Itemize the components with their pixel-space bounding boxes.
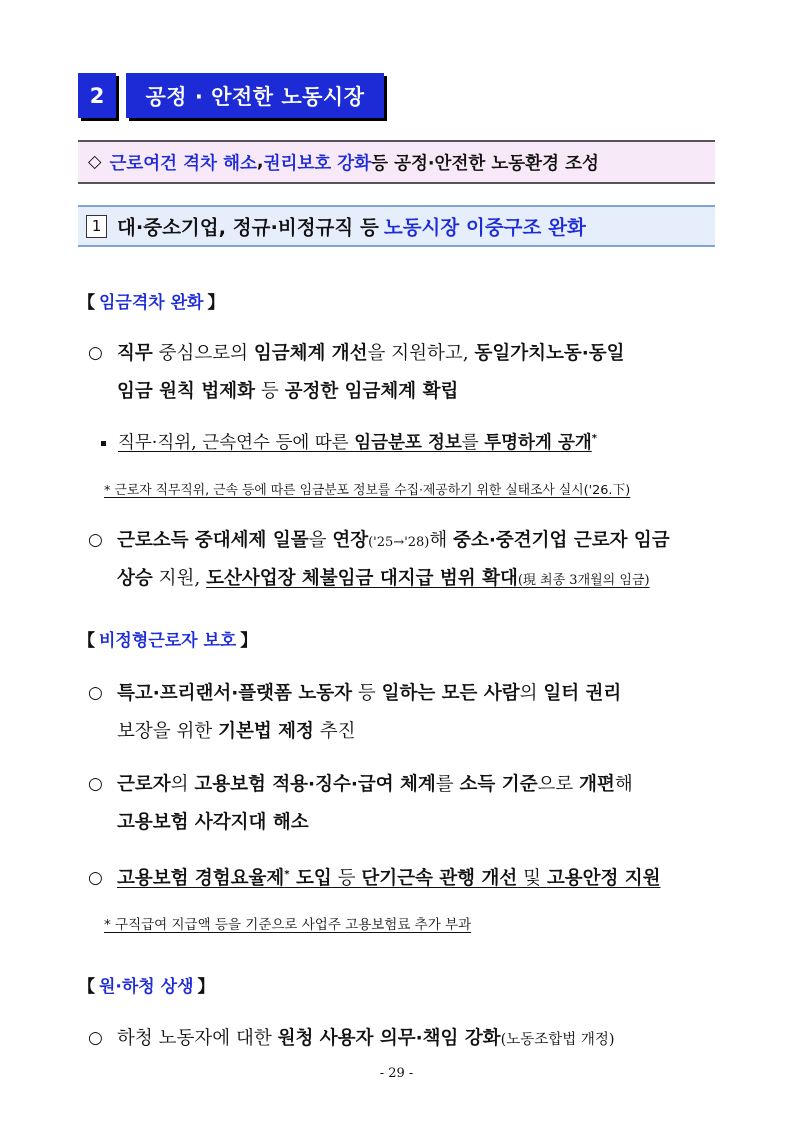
text: 하청 노동자에 대한 [117, 1028, 278, 1049]
paragraph-6 [117, 1024, 615, 1050]
text: 도산사업장 체불임금 대지급 범위 확대 [206, 568, 518, 589]
text: 해 [429, 530, 454, 551]
section-number: 2 [78, 73, 116, 118]
text: 을 지원하고, [367, 343, 475, 364]
text: 투명하게 공개 [484, 433, 592, 453]
paragraph-1-line-1 [117, 339, 625, 365]
text: 중소·중견기업 근로자 임금 [453, 530, 670, 551]
text: 공정한 임금체계 확립 [284, 381, 459, 402]
category-label: 원·하청 상생 [99, 977, 194, 997]
text: 을 [308, 530, 333, 551]
category-heading-nonstandard [78, 626, 257, 651]
text: 등 [331, 868, 362, 889]
paragraph-5 [117, 864, 661, 890]
text: 등 [351, 683, 382, 704]
bullet-circle-icon: ○ [88, 1028, 103, 1048]
text: 의 [170, 774, 195, 795]
text: 해 [614, 774, 633, 795]
bullet-circle-icon: ○ [88, 774, 103, 794]
text: 연장 [332, 530, 369, 551]
goal-sep: , [256, 152, 264, 172]
goal-highlight-2: 권리보호 강화 [263, 153, 372, 174]
text: 특고·프리랜서·플랫폼 노동자 [117, 683, 352, 704]
text: (現 최종 3개월의 임금) [517, 573, 650, 588]
text: 지원, [152, 568, 207, 589]
text: 임금 원칙 법제화 [117, 381, 255, 402]
bracket-close: 】 [197, 977, 215, 997]
text: 직무 [117, 343, 153, 364]
text: 를 [461, 433, 485, 453]
section-title: 공정 · 안전한 노동시장 [126, 73, 384, 118]
footnote-mark: * [284, 868, 290, 880]
paragraph-3-line-1 [117, 679, 621, 705]
text: 추진 [313, 721, 356, 742]
text: (노동조합법 개정) [500, 1032, 615, 1048]
paragraph-4-line-2 [117, 808, 309, 834]
paragraph-4-line-1 [117, 770, 633, 796]
text: 등 [254, 381, 285, 402]
paragraph-1-line-2 [117, 377, 458, 403]
subsection-number: 1 [86, 215, 107, 238]
text: 고용보험 사각지대 해소 [117, 812, 309, 833]
footnote-2: * 구직급여 지급액 등을 기준으로 사업주 고용보험료 추가 부과 [104, 917, 472, 933]
footnote-1: * 근로자 직무직위, 근속 등에 따른 임금분포 정보를 수집·제공하기 위한 실태조사 실시('26.下) [104, 483, 631, 498]
text: 보장을 위한 [117, 721, 219, 742]
paragraph-3-line-2 [117, 717, 356, 743]
paragraph-2-line-1 [117, 526, 670, 552]
bullet-circle-icon: ○ [88, 683, 103, 703]
goal-highlight-1: 근로여건 격차 해소 [109, 153, 257, 174]
category-label: 임금격차 완화 [99, 293, 204, 313]
bracket-close: 】 [240, 631, 258, 651]
category-label: 비정형근로자 보호 [99, 631, 237, 651]
text: 직무·직위, 근속연수 등에 따른 [118, 433, 355, 453]
bullet-circle-icon: ○ [88, 343, 103, 363]
text: 동일가치노동·동일 [474, 343, 625, 364]
bullet-circle-icon: ○ [88, 868, 103, 888]
paragraph-1-sub [101, 429, 597, 454]
text: 임금분포 정보 [354, 433, 462, 453]
text: 의 [519, 683, 544, 704]
text: 기본법 제정 [218, 721, 314, 742]
text: 소득 기준 [459, 774, 538, 795]
category-heading-wage [78, 288, 224, 313]
diamond-icon: ◇ [88, 152, 102, 172]
bracket-open: 【 [78, 293, 95, 313]
text: 고용보험 적용·징수·급여 체계 [194, 774, 436, 795]
text: 를 [435, 774, 460, 795]
bullet-circle-icon: ○ [88, 530, 103, 550]
text: 중심으로의 [152, 343, 254, 364]
goal-rest: 등 공정·안전한 노동환경 조성 [371, 153, 599, 174]
text: 및 [517, 868, 547, 889]
subsection-box [78, 205, 715, 247]
text: 임금체계 개선 [253, 343, 368, 364]
subsection-title: 대·중소기업, 정규·비정규직 등 [117, 216, 379, 239]
bracket-open: 【 [78, 977, 95, 997]
text: 근로자 [117, 774, 171, 795]
text: 상승 [117, 568, 153, 589]
bracket-close: 】 [207, 293, 225, 313]
subsection-highlight: 노동시장 이중구조 완화 [383, 216, 586, 239]
text: 개편 [579, 774, 615, 795]
square-bullet-icon [101, 441, 106, 446]
goal-box [78, 140, 715, 184]
text: 일하는 모든 사람 [381, 683, 520, 704]
footnote-mark: * [591, 433, 598, 445]
text: 단기근속 관행 개선 [361, 868, 518, 889]
text: 도입 [289, 868, 332, 889]
bracket-open: 【 [78, 631, 95, 651]
text: ('25→'28) [368, 535, 430, 550]
category-heading-subcontract [78, 972, 215, 997]
page-number: - 29 - [379, 1066, 414, 1081]
text: 고용안정 지원 [546, 868, 661, 889]
paragraph-2-line-2 [117, 564, 650, 590]
text: 일터 권리 [543, 683, 622, 704]
text: 으로 [537, 774, 580, 795]
text: 원청 사용자 의무·책임 강화 [277, 1028, 501, 1049]
text: 고용보험 경험요율제 [117, 868, 285, 889]
text: 근로소득 중대세제 일몰 [117, 530, 309, 551]
